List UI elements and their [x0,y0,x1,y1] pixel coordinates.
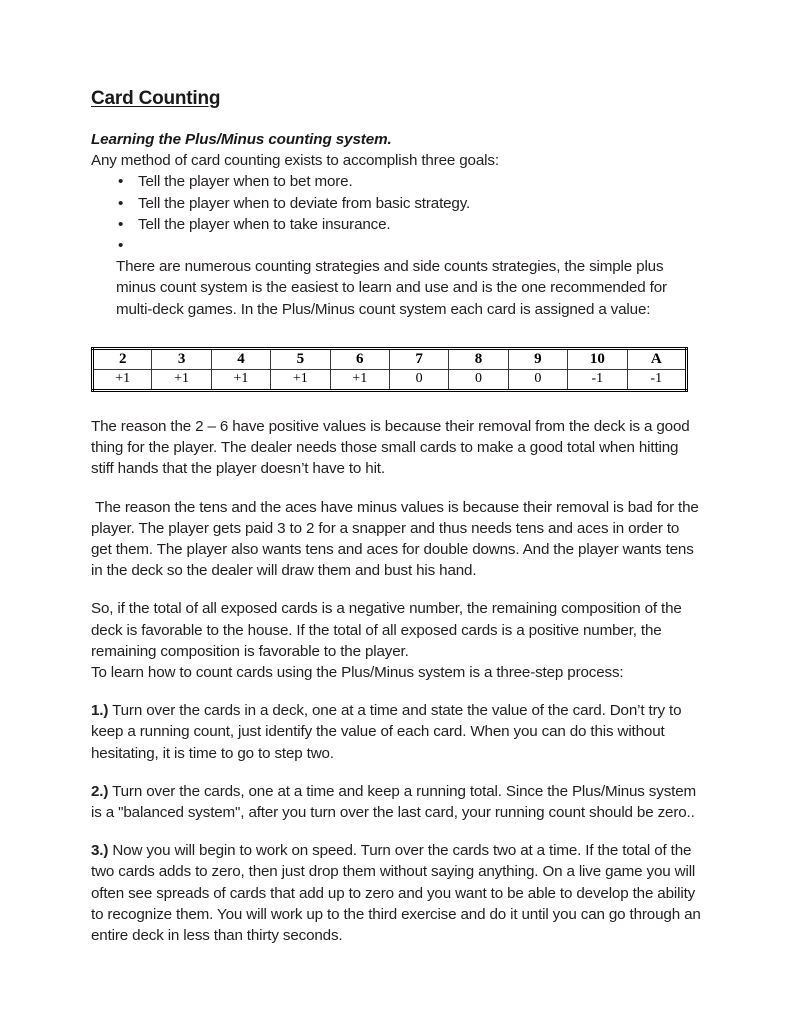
step-two-number: 2.) [91,782,109,800]
table-cell-value: -1 [627,369,686,390]
step-one-number: 1.) [91,702,109,720]
table-cell-value: 0 [508,369,567,390]
paragraph-low-cards: The reason the 2 – 6 have positive values is because their removal from the deck is a good thing for the player. The dealer needs those small cards to make a good total when hitting stiff hands that the player doesn’t have to hit. [91,417,690,478]
table-cell-value: -1 [568,369,627,390]
table-cell-value: +1 [93,369,152,390]
table-cell-card: 7 [389,348,448,369]
table-cell-value: 0 [449,369,508,390]
table-cell-card: 9 [508,348,567,369]
bullet-icon: • [118,215,124,233]
spacer [91,683,701,700]
step-one [91,700,701,764]
card-value-table [91,347,688,392]
table-cell-value: +1 [152,369,211,390]
step-three-number: 3.) [91,842,109,860]
table-cell-value: 0 [389,369,448,390]
list-item [91,214,701,235]
bullet-icon: • [118,173,124,191]
list-item-label: Tell the player when to bet more. [138,173,353,191]
table-cell-card: 2 [93,348,152,369]
section-subtitle: Learning the Plus/Minus counting system. [91,131,392,148]
table-cell-card: 8 [449,348,508,369]
goals-list [91,171,701,256]
table-row-card-values [93,369,687,390]
table-cell-card: A [627,348,686,369]
step-two-text: Turn over the cards, one at a time and keep a running total. Since the Plus/Minus system is a "balanced system", after you turn over the last card, your running count should be zero.. [91,782,697,822]
list-item-label: Tell the player when to deviate from basic strategy. [138,194,471,212]
list-item [91,193,701,214]
table-cell-value: +1 [330,369,389,390]
list-item-label: Tell the player when to take insurance. [138,215,391,233]
paragraph-tens-aces: The reason the tens and the aces have minus values is because their removal is bad for the player. The player gets paid 3 to 2 for a snapper and thus needs tens and aces in order to get them. The player also wants tens and aces for double downs. And the player wants tens in the deck so the dealer will draw them and bust his hand. [91,498,703,580]
table-cell-card: 6 [330,348,389,369]
intro-paragraph: Any method of card counting exists to accomplish three goals: [91,152,499,169]
list-item [91,235,701,256]
counting-strategies-paragraph: There are numerous counting strategies and side counts strategies, the simple plus minus count system is the easiest to learn and use and is the one recommended for multi-deck games. In the Plus/Minus count system each card is assigned a value: [116,258,667,318]
table-cell-card: 10 [568,348,627,369]
table-cell-card: 3 [152,348,211,369]
step-three [91,840,701,946]
paragraph-running-total-meaning: So, if the total of all exposed cards is a negative number, the remaining composition of the deck is favorable to the house. If the total of all exposed cards is a positive number, the remaining composition is favorable to the player. [91,600,682,660]
step-one-text: Turn over the cards in a deck, one at a time and state the value of the card. Don’t try to keep a running count, just identify the value of each card. When you can do this without hesitating, it is time to go to step two. [91,702,682,762]
table-cell-card: 5 [271,348,330,369]
document-body [91,88,701,946]
spacer [91,823,701,840]
page-title: Card Counting [91,88,221,109]
bullet-icon: • [118,194,124,212]
paragraph-three-step-intro: To learn how to count cards using the Plus/Minus system is a three-step process: [91,664,624,682]
table-cell-value: +1 [211,369,270,390]
spacer [91,764,701,781]
list-item [91,171,701,192]
step-three-text: Now you will begin to work on speed. Turn over the cards two at a time. If the total of the two cards adds to zero, then just drop them without saying anything. On a live game you will often see spreads of cards that add up to zero and you want to be able to develop the ability to recognize them. You will work up to the third exercise and do it until you can go through an entire deck in less than thirty seconds. [91,842,701,945]
table-cell-card: 4 [211,348,270,369]
step-two [91,781,701,823]
spacer [91,392,701,416]
table-cell-value: +1 [271,369,330,390]
table-row-card-labels [93,348,687,369]
bullet-icon: • [118,237,124,255]
card-value-table-wrapper [91,347,701,392]
